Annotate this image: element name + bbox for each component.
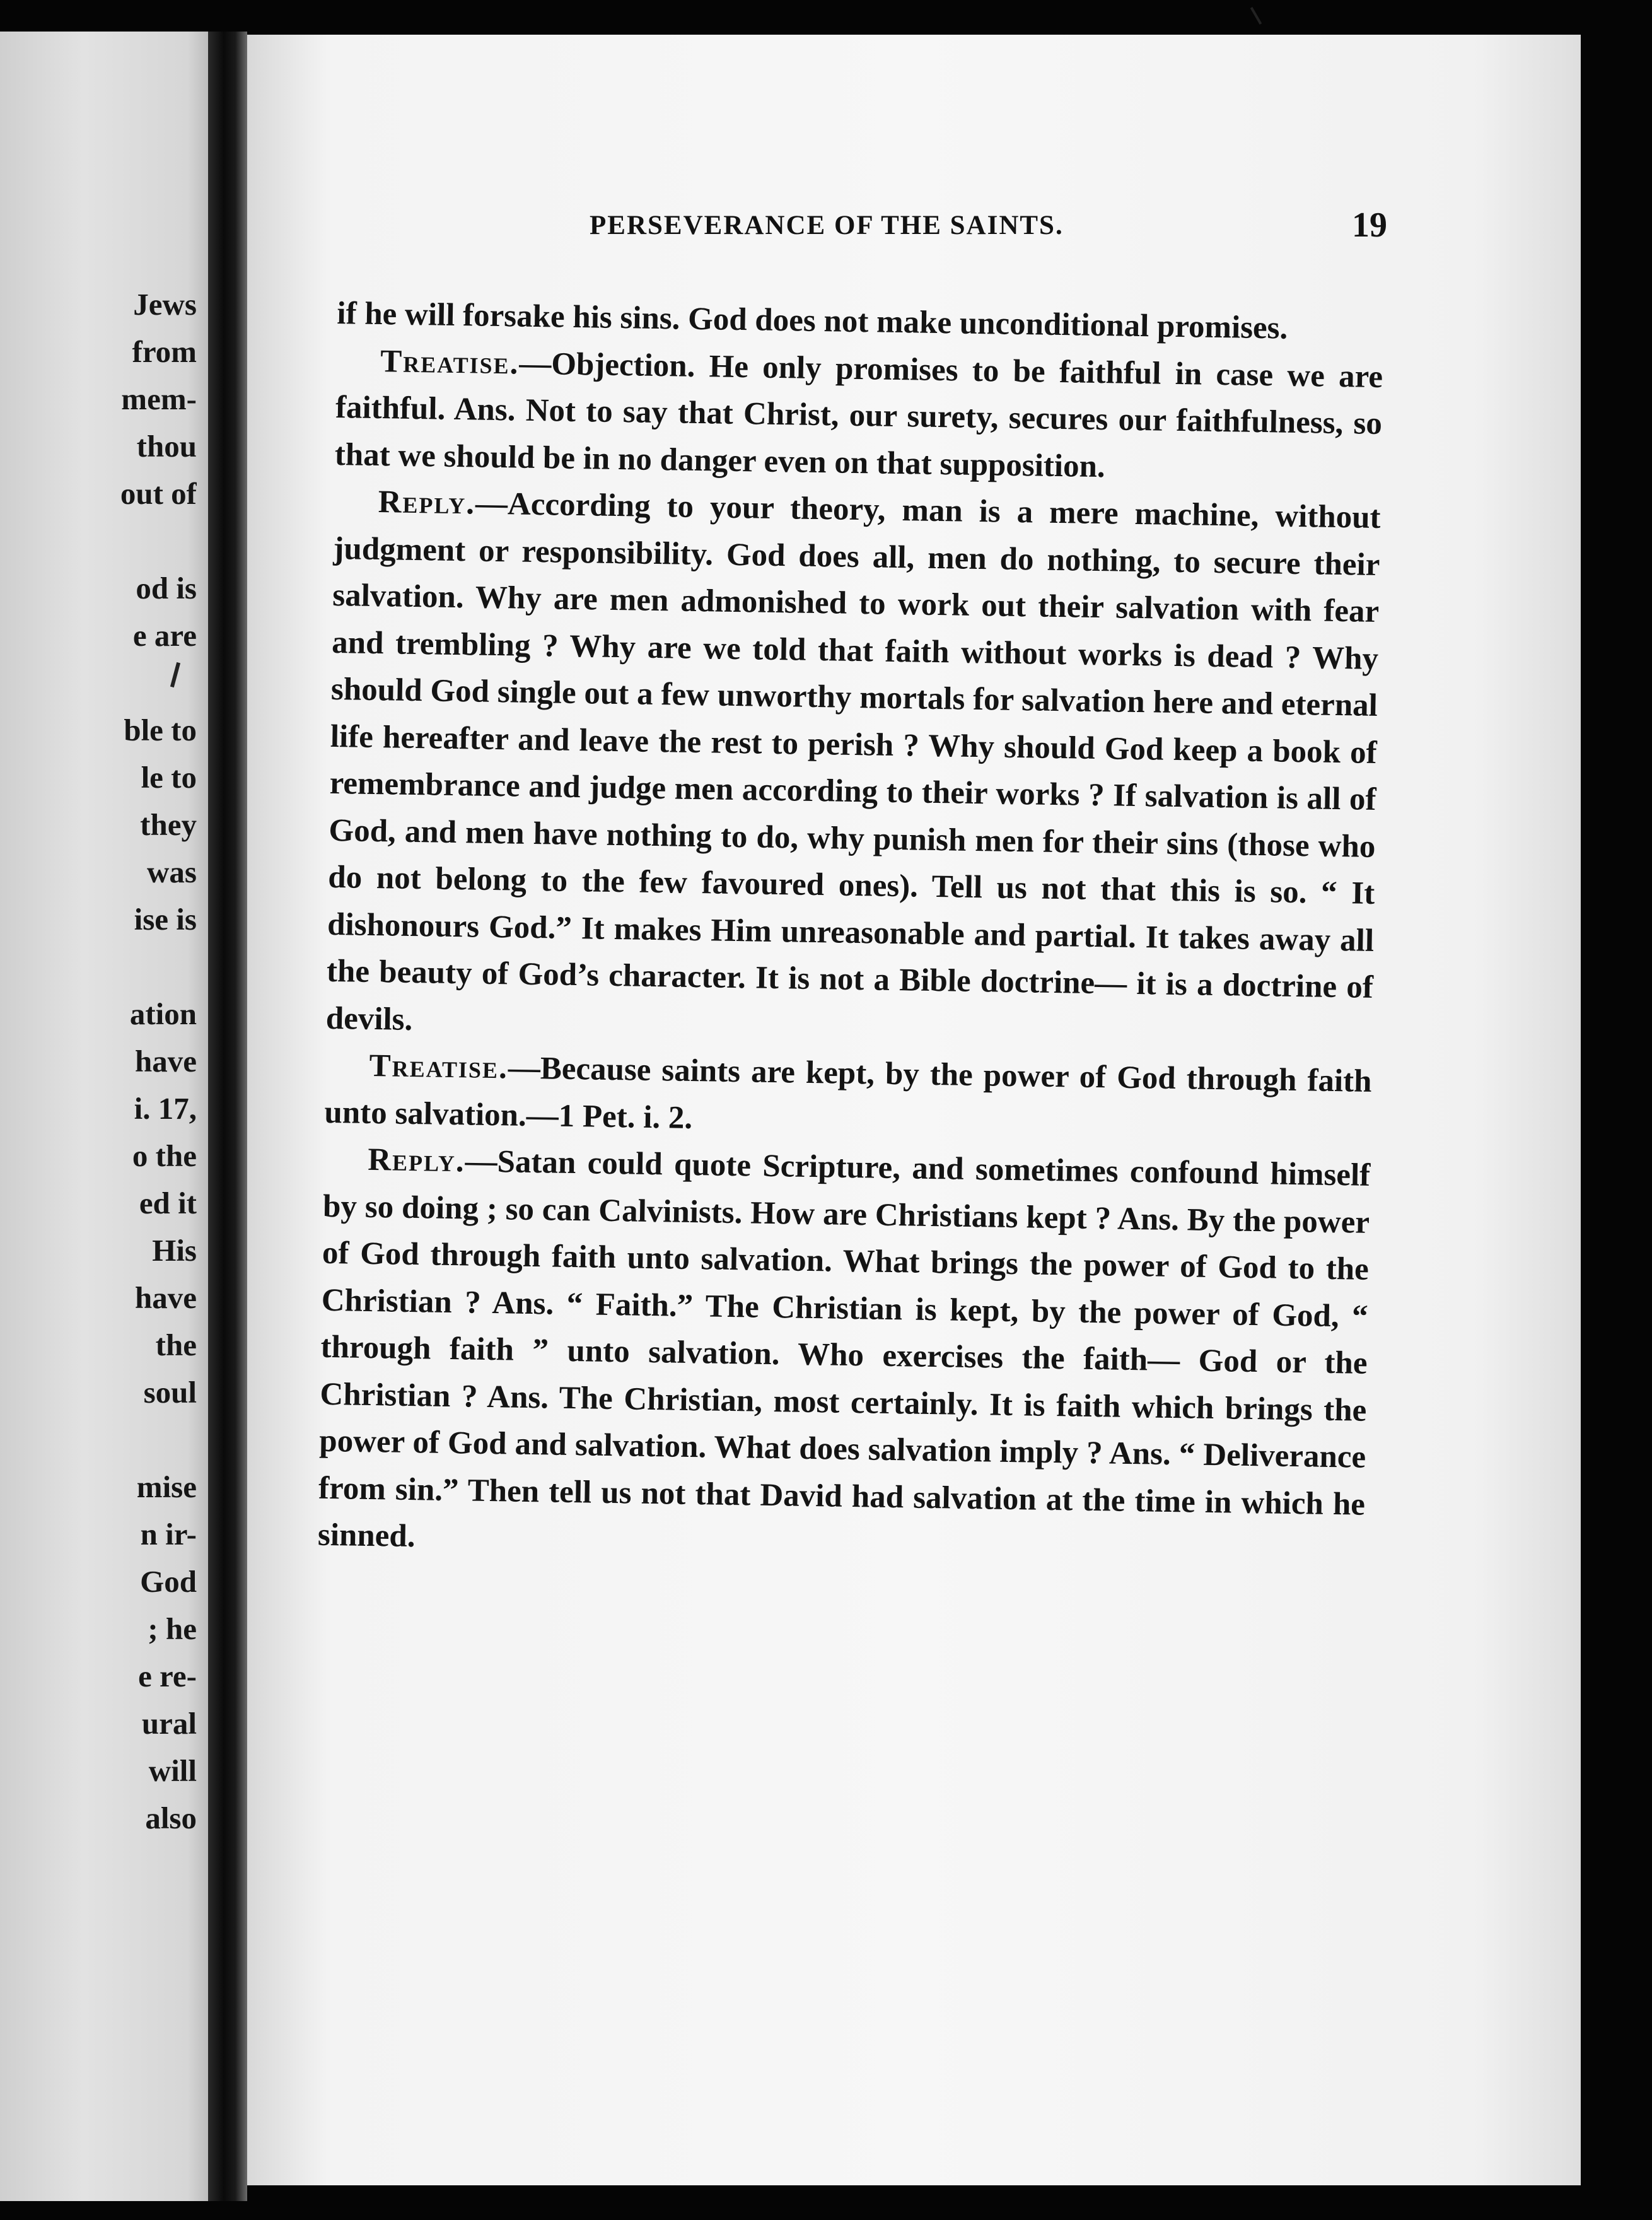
left-page-line: will — [148, 1753, 197, 1788]
running-head: PERSEVERANCE OF THE SAINTS. — [590, 211, 1064, 240]
paragraph-3 — [325, 478, 1381, 1058]
left-page-line: they — [140, 807, 197, 842]
paragraph-5-text: —Satan could quote Scripture, and sometimes confound himself by so doing ; so can Calvinists. How are Christians kept ? Ans. By the power of God through faith unto salvation. What brings the power of God to the Christian ? Ans. “ Faith.” The Christian is kept, by the power of God, “ through faith ” unto salvation. Who exercises the faith— God or the Christian ? Ans. The Christian, most certainly. It is faith which brings the power of God and salvation. What does salvation imply ? Ans. “ Deliverance from sin.” Then tell us not that David had salvation at the time in which he sinned. — [317, 1143, 1371, 1555]
paragraph-5 — [317, 1136, 1370, 1575]
reply-label: Reply. — [378, 484, 476, 522]
left-page-gap — [38, 1416, 197, 1463]
left-page-text — [38, 281, 208, 1842]
left-page-line: His — [152, 1233, 197, 1268]
left-page-line: God — [140, 1564, 197, 1599]
paragraph-2 — [334, 337, 1383, 494]
paragraph-2-text: —Objection. He only promises to be faithful in case we are faithful. Ans. Not to say that Christ, our surety, secures our faithfulness, so that we should be in no danger even on that supposition. — [334, 346, 1383, 484]
left-page-line: the — [155, 1328, 197, 1362]
paragraph-1-text: if he will forsake his sins. God does not make unconditional promises. — [336, 295, 1288, 346]
film-speck — [1250, 7, 1262, 25]
body-text — [317, 290, 1383, 1575]
left-page-line: od is — [136, 571, 197, 605]
left-page-line: n ir- — [140, 1517, 197, 1551]
page-number: 19 — [1352, 206, 1387, 245]
book-spine — [208, 32, 247, 2201]
left-page-line: out of — [120, 476, 197, 511]
reply-label: Reply. — [367, 1142, 466, 1179]
left-page-line: thou — [136, 429, 197, 464]
left-page-line: from — [132, 334, 197, 369]
left-page-line: soul — [143, 1375, 197, 1410]
paragraph-4 — [324, 1042, 1372, 1152]
left-page-line: ural — [141, 1706, 197, 1741]
left-page-line: Jews — [133, 287, 197, 322]
left-page-line: mise — [136, 1469, 197, 1504]
left-page-line: e are — [132, 618, 197, 653]
left-page-line: ise is — [134, 902, 197, 937]
left-page-line: e re- — [138, 1659, 197, 1693]
left-page-line: also — [145, 1801, 197, 1835]
left-page-line: mem- — [121, 382, 197, 416]
treatise-label: Treatise. — [380, 343, 520, 382]
paragraph-3-text: —According to your theory, man is a mere machine, without judgment or responsibility. God does all, men do nothing, to secure their salvation. Why are men admonished to work out their salvation with fear and trembling ? Why are we told that faith without works is dead ? Why should God single out a few unworthy mortals for salvation here and eternal life hereafter and leave the rest to perish ? Why should God keep a book of remembrance and judge men according to their works ? If salvation is all of God, and men have nothing to do, why punish men for their sins (those who do not belong to the few favoured ones). Tell us not that this is so. “ It dishonours God.” It makes Him unreasonable and partial. It takes away all the beauty of God’s character. It is not a Bible doctrine— it is a doctrine of devils. — [325, 486, 1381, 1037]
paragraph-4-text: —Because saints are kept, by the power of God through faith unto salvation.—1 Pet. i. 2. — [324, 1050, 1372, 1136]
page-header — [353, 205, 1387, 255]
treatise-label: Treatise. — [369, 1048, 509, 1086]
left-page-gap — [38, 943, 197, 990]
left-page — [0, 32, 208, 2201]
left-page-line: o the — [132, 1138, 197, 1173]
left-page-line: have — [135, 1044, 197, 1078]
left-page-line: ; he — [148, 1611, 197, 1646]
left-page-line: ble to — [124, 713, 197, 747]
left-page-line: i. 17, — [134, 1091, 197, 1126]
left-page-line: ed it — [139, 1186, 197, 1220]
left-page-line: ation — [129, 996, 197, 1031]
left-page-line: have — [135, 1280, 197, 1315]
left-page-line: le to — [141, 760, 197, 795]
left-page-gap — [38, 517, 197, 564]
left-page-line: was — [147, 855, 197, 889]
